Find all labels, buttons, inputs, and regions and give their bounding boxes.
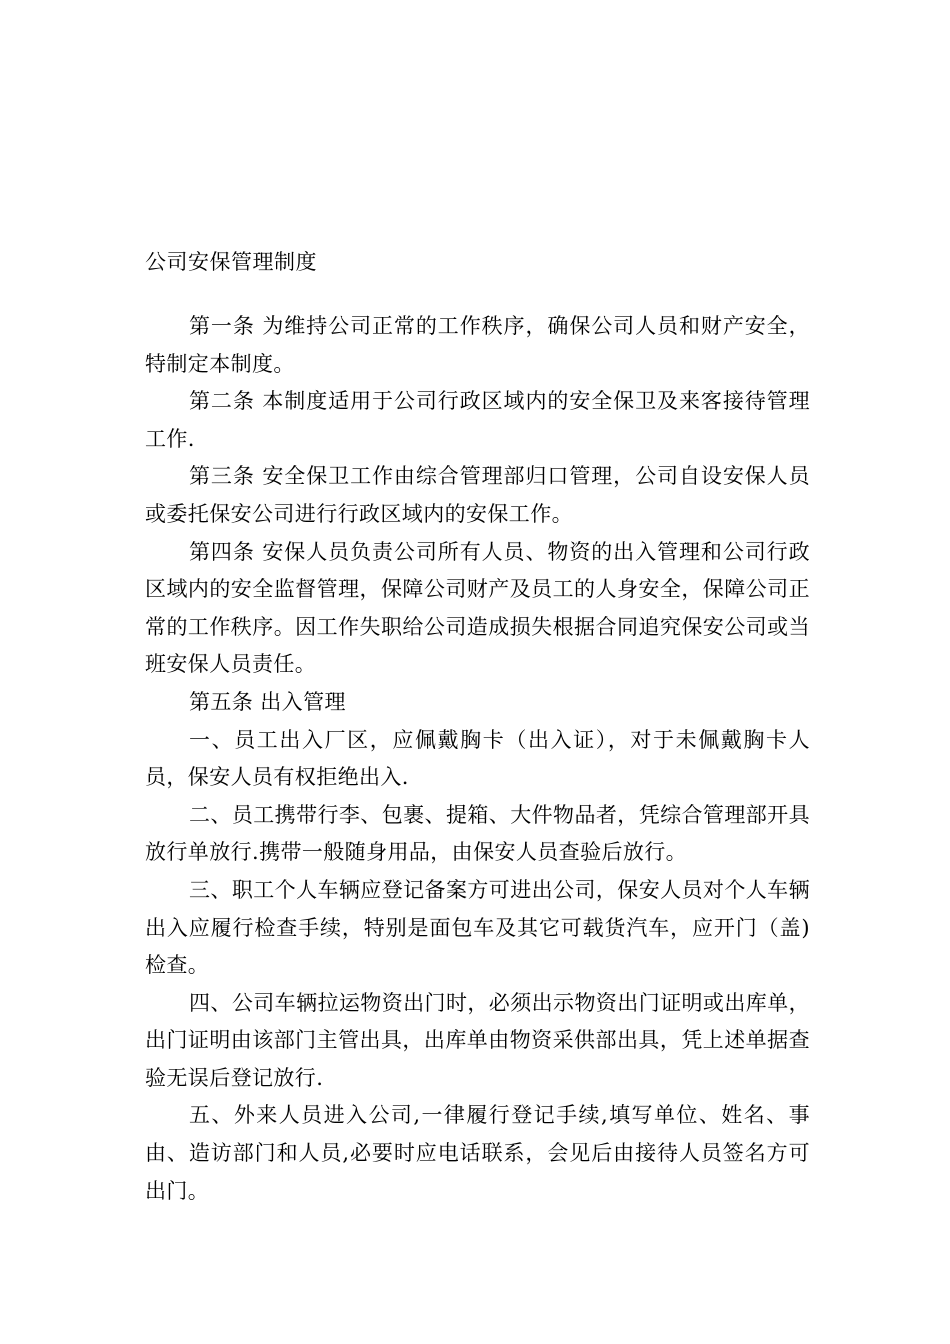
article-5-heading: 第五条 出入管理 — [189, 689, 346, 714]
document-body — [145, 308, 810, 1210]
article-2-paragraph: 第二条 本制度适用于公司行政区域内的安全保卫及来客接待管理工作. — [145, 389, 810, 451]
clause-2-paragraph: 二、员工携带行李、包裹、提箱、大件物品者，凭综合管理部开具放行单放行.携带一般随身用品，由保安人员查验后放行。 — [145, 802, 810, 865]
article-4-paragraph: 第四条 安保人员负责公司所有人员、物资的出入管理和公司行政区域内的安全监督管理，保障公司财产及员工的人身安全，保障公司正常的工作秩序。因工作失职给公司造成损失根据合同追究保安公司或当班安保人员责任。 — [145, 539, 810, 677]
document-title: 公司安保管理制度 — [145, 250, 317, 274]
clause-1-paragraph: 一、员工出入厂区，应佩戴胸卡（出入证），对于未佩戴胸卡人员，保安人员有权拒绝出入. — [145, 727, 810, 790]
clause-3-paragraph: 三、职工个人车辆应登记备案方可进出公司，保安人员对个人车辆出入应履行检查手续，特别是面包车及其它可载货汽车，应开门（盖)检查。 — [145, 877, 810, 978]
article-1-paragraph: 第一条 为维持公司正常的工作秩序，确保公司人员和财产安全，特制定本制度。 — [145, 314, 810, 376]
clause-4-paragraph: 四、公司车辆拉运物资出门时，必须出示物资出门证明或出库单，出门证明由该部门主管出具，出库单由物资采供部出具，凭上述单据查验无误后登记放行. — [145, 990, 810, 1090]
clause-5-paragraph: 五、外来人员进入公司,一律履行登记手续,填写单位、姓名、事由、造访部门和人员,必要时应电话联系，会见后由接待人员签名方可出门。 — [145, 1103, 810, 1203]
article-3-paragraph: 第三条 安全保卫工作由综合管理部归口管理，公司自设安保人员或委托保安公司进行行政区域内的安保工作。 — [145, 464, 810, 526]
